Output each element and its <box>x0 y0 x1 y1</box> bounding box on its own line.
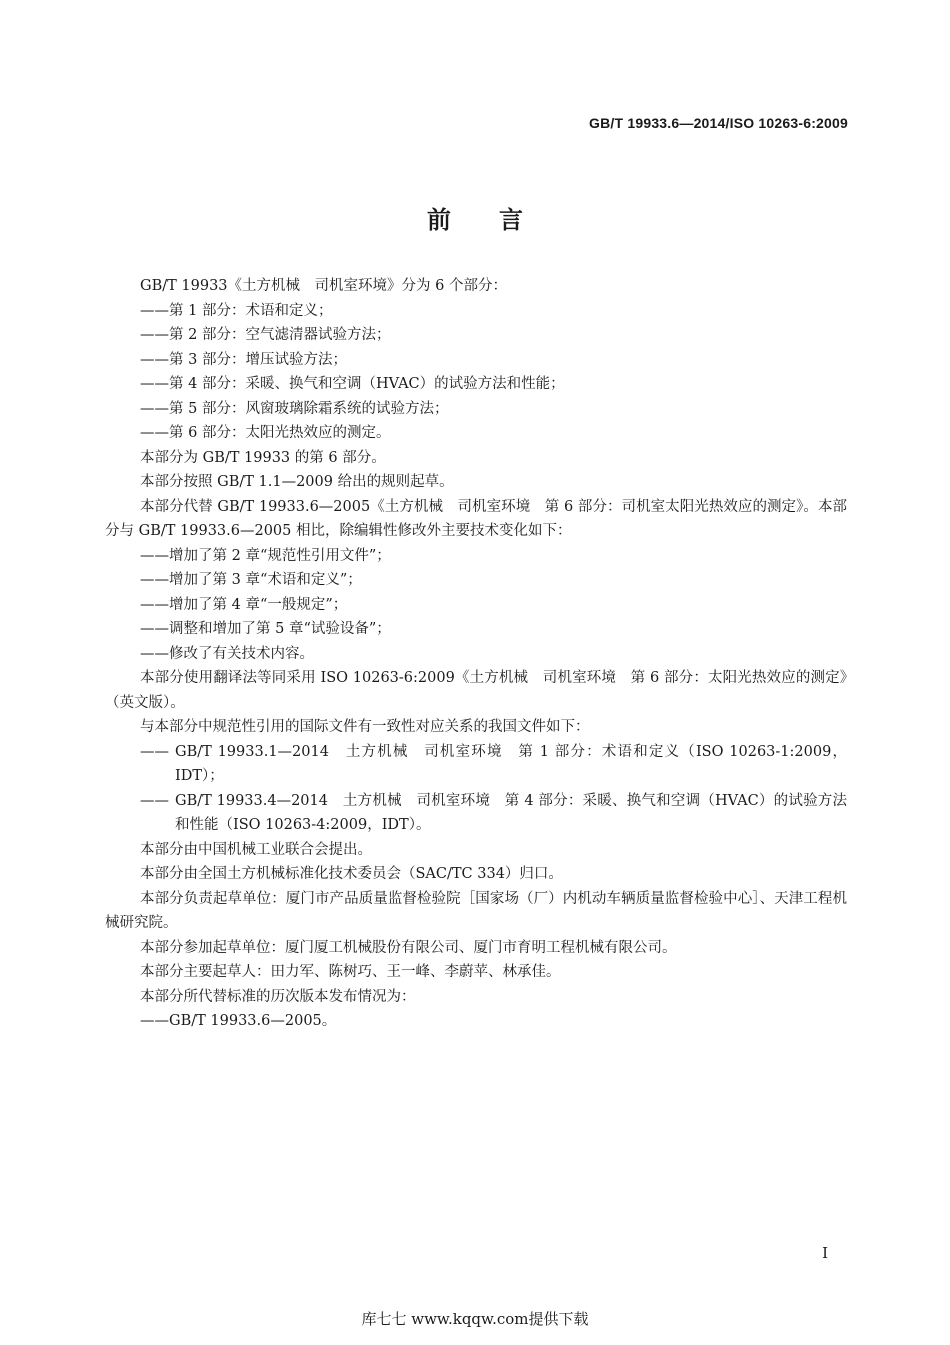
foreword-body <box>105 274 847 1034</box>
consistency-paragraph: 与本部分中规范性引用的国际文件有一致性对应关系的我国文件如下： <box>140 719 590 735</box>
list-item-consistency-2: —— GB/T 19933.4—2014 土方机械 司机室环境 第 4 部分：采暖、换气和空调（HVAC）的试验方法和性能（ISO 10263-4:2009，IDT）。 <box>140 792 847 833</box>
rules-paragraph: 本部分按照 GB/T 1.1—2009 给出的规则起草。 <box>140 474 454 490</box>
proposed-paragraph: 本部分由中国机械工业联合会提出。 <box>140 841 372 858</box>
list-item-change-2: ——增加了第 3 章“术语和定义”； <box>140 572 362 588</box>
standard-code-header: GB/T 19933.6—2014/ISO 10263-6:2009 <box>589 115 848 131</box>
intro-paragraph: GB/T 19933《土方机械 司机室环境》分为 6 个部分： <box>140 278 507 294</box>
translation-paragraph: 本部分使用翻译法等同采用 ISO 10263-6:2009《土方机械 司机室环境 第 6 部分：太阳光热效应的测定》（英文版）。 <box>105 670 847 711</box>
history-paragraph: 本部分所代替标准的历次版本发布情况为： <box>140 988 416 1005</box>
list-item-part-5: ——第 5 部分：风窗玻璃除霜系统的试验方法； <box>140 400 449 417</box>
list-item-part-6: ——第 6 部分：太阳光热效应的测定。 <box>140 425 391 441</box>
page-title: 前言 <box>427 206 571 234</box>
drafters-paragraph: 本部分主要起草人：田力军、陈树巧、王一峰、李蔚苹、林承佳。 <box>140 964 561 980</box>
drafting-units-paragraph: 本部分负责起草单位：厦门市产品质量监督检验院［国家场（厂）内机动车辆质量监督检验中心］、天津工程机械研究院。 <box>105 890 847 931</box>
list-item-change-1: ——增加了第 2 章“规范性引用文件”； <box>140 547 391 564</box>
list-item-part-4: ——第 4 部分：采暖、换气和空调（HVAC）的试验方法和性能； <box>140 376 565 392</box>
replaces-paragraph: 本部分代替 GB/T 19933.6—2005《土方机械 司机室环境 第 6 部分：司机室太阳光热效应的测定》。本部分与 GB/T 19933.6—2005 相比，除编辑性修改外主要技术变化如下： <box>105 498 847 539</box>
list-item-history-1: ——GB/T 19933.6—2005。 <box>140 1013 337 1029</box>
list-item-change-5: ——修改了有关技术内容。 <box>140 645 314 662</box>
page-number: I <box>822 1244 828 1262</box>
centralized-paragraph: 本部分由全国土方机械标准化技术委员会（SAC/TC 334）归口。 <box>140 866 563 882</box>
list-item-part-1: ——第 1 部分：术语和定义； <box>140 302 333 319</box>
download-footer: 库七七 www.kqqw.com提供下载 <box>361 1310 589 1328</box>
list-item-change-4: ——调整和增加了第 5 章“试验设备”； <box>140 621 391 637</box>
part-of-paragraph: 本部分为 GB/T 19933 的第 6 部分。 <box>140 449 386 466</box>
list-item-change-3: ——增加了第 4 章“一般规定”； <box>140 596 348 613</box>
list-item-part-3: ——第 3 部分：增压试验方法； <box>140 351 347 368</box>
list-item-part-2: ——第 2 部分：空气滤清器试验方法； <box>140 327 391 343</box>
participating-units-paragraph: 本部分参加起草单位：厦门厦工机械股份有限公司、厦门市育明工程机械有限公司。 <box>140 939 677 956</box>
list-item-consistency-1: —— GB/T 19933.1—2014 土方机械 司机室环境 第 1 部分：术语和定义（ISO 10263-1:2009，IDT）； <box>140 743 847 784</box>
